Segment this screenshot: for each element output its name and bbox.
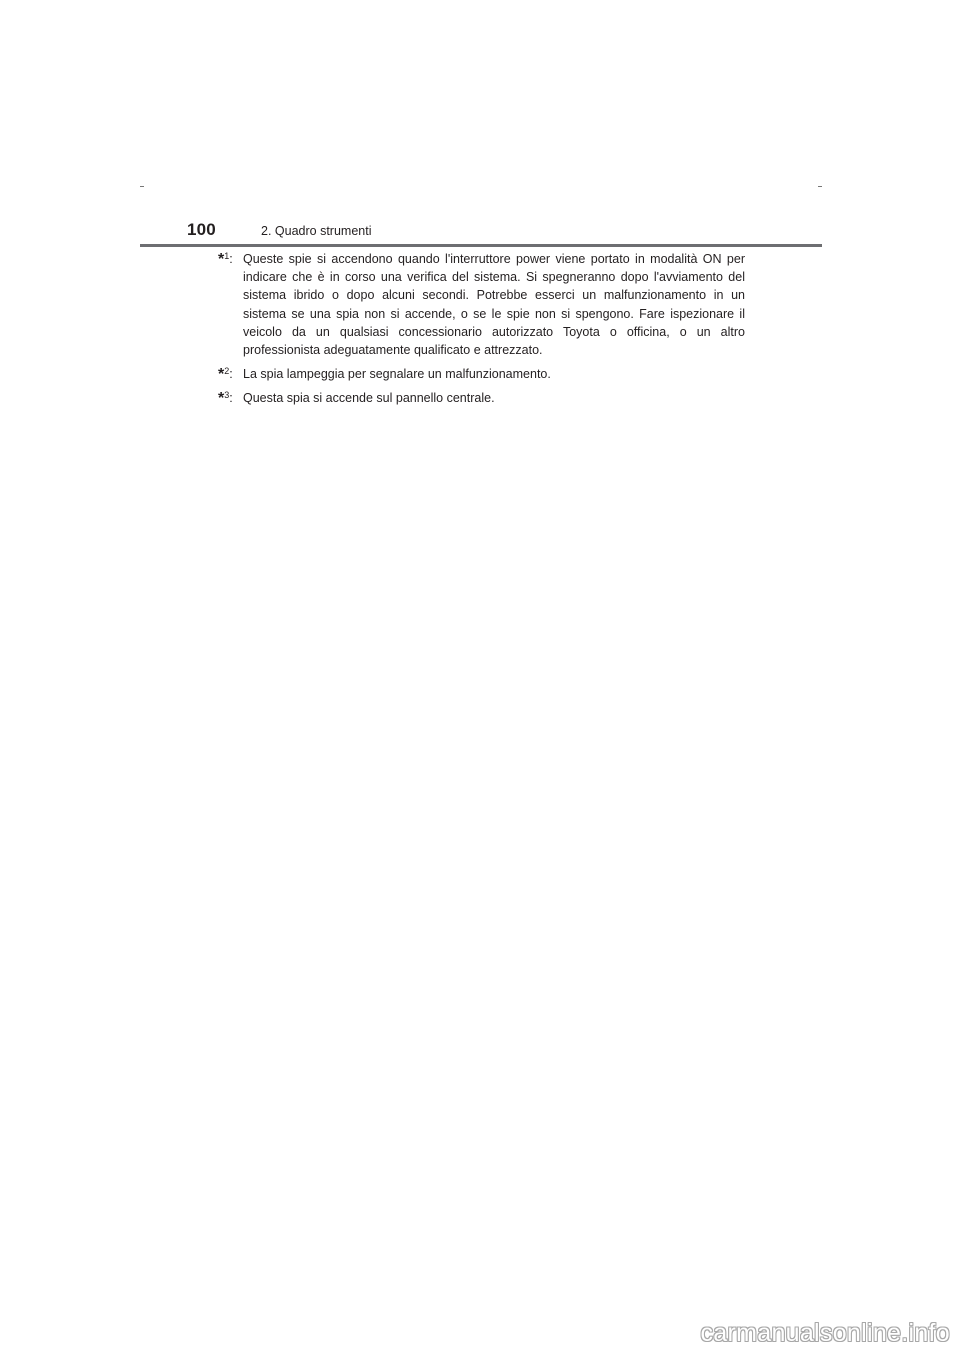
footnote-text: Queste spie si accendono quando l'interruttore power viene portato in modalità ON per indicare che è in corso una verifica del sistema. Si spegneranno dopo l'avviamento del sistema ibrido o dopo alcuni secondi. Potrebbe esserci un malfunzionamento in un sistema se una spia non si accende, o se le spie non si spengono. Fare ispezionare il veicolo da un qualsiasi concessionario autorizzato Toyota o officina, o un altro professionista adeguatamente qualificato e attrezzato. <box>243 252 745 358</box>
footnote-marker: *$^2$: <box>218 366 233 384</box>
footnote-number: 3 <box>224 390 230 401</box>
asterisk-icon: * <box>218 390 225 408</box>
crop-mark-left <box>140 186 144 187</box>
footnote <box>218 250 745 359</box>
asterisk-icon: * <box>218 251 225 268</box>
asterisk-icon: * <box>218 366 225 384</box>
footnote <box>218 365 745 383</box>
section-title: 2. Quadro strumenti <box>261 224 372 238</box>
page-number: 100 <box>187 220 216 239</box>
crop-mark-right <box>818 186 822 187</box>
footnote-text: La spia lampeggia per segnalare un malfunzionamento. <box>243 367 551 382</box>
watermark-logo: carmanualsonline.info <box>700 1319 950 1347</box>
page-header <box>140 218 822 246</box>
footnote-number: 2 <box>224 366 230 377</box>
footnote-marker: *$^1$: <box>218 251 233 268</box>
footnote-marker: *$^3$: <box>218 390 233 408</box>
header-divider <box>140 244 822 247</box>
footnote-text: Questa spia si accende sul pannello centrale. <box>243 391 495 406</box>
footnote-number: 1 <box>224 251 230 261</box>
footnotes <box>218 250 745 414</box>
footnote <box>218 389 745 407</box>
